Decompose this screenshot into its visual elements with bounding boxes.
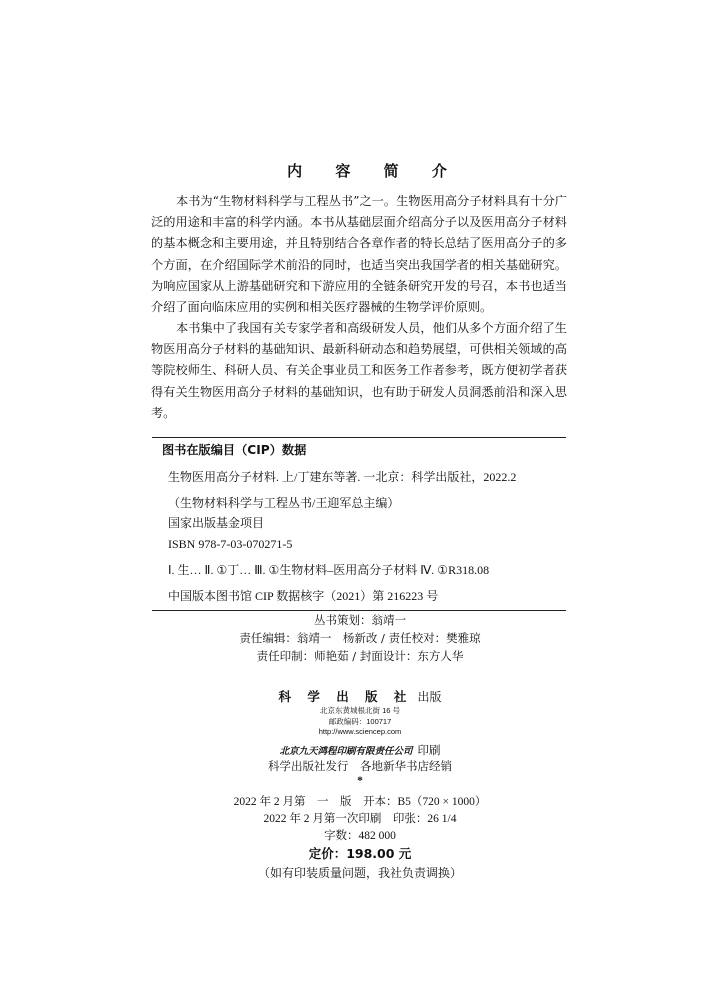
edition-info: 2022 年 2 月第 一 版 开本：B5（720 × 1000）	[233, 796, 487, 808]
price: 定价：198.00 元	[308, 846, 412, 861]
cip-line-2: （生物材料科学与工程丛书/王迎军总主编）	[168, 496, 400, 510]
page-title: 内 容 简 介	[287, 162, 461, 180]
publisher-suffix: 出版	[417, 690, 442, 704]
quality-notice: （如有印装质量问题，我社负责调换）	[257, 866, 462, 880]
publisher-url: http://www.sciencep.com	[318, 727, 402, 736]
cip-line-6: 中国版本图书馆 CIP 数据核字（2021）第 216223 号	[168, 589, 439, 603]
summary-text-1: 本书为“生物材料科学与工程丛书”之一。生物医用高分子材料具有十分广泛的用途和丰富的科学内涵。本书从基础层面介绍高分子以及医用高分子材料的基本概念和主要用途，并且特别结合各章作者的特长总结了医用高分子的多个方面，在介绍国际学术前沿的同时，也适当突出我国学者的相关基础研究。为响应国家从上游基础研究和下游应用的全链条研究开发的号召，本书也适当介绍了面向临床应用的实例和相关医疗器械的生物学评价原则。	[151, 194, 567, 315]
production-credits: 责任印制：师艳茹 / 封面设计：东方人华	[256, 649, 464, 663]
cip-heading: 图书在版编目（CIP）数据	[162, 443, 307, 457]
cip-line-1: 生物医用高分子材料. 上/丁建东等著. 一北京：科学出版社，2022.2	[168, 470, 517, 484]
publisher-line	[0, 686, 720, 705]
printing-info: 2022 年 2 月第一次印刷 印张：26 1/4	[263, 813, 457, 825]
publisher-address: 北京东黄城根北街 16 号	[319, 706, 400, 715]
cip-line-5: Ⅰ. 生… Ⅱ. ①丁… Ⅲ. ①生物材料–医用高分子材料 Ⅳ. ①R318.08	[168, 563, 490, 577]
series-planner: 丛书策划：翁靖一	[314, 613, 406, 627]
responsible-editors: 责任编辑：翁靖一 杨新改 / 责任校对：樊雅琼	[239, 631, 481, 645]
cip-line-3: 国家出版基金项目	[168, 516, 265, 530]
cip-line-4: ISBN 978-7-03-070271-5	[168, 537, 293, 551]
printer-line	[0, 739, 720, 758]
summary-paragraph-1	[151, 191, 567, 318]
distribution-line: 科学出版社发行 各地新华书店经销	[268, 761, 452, 773]
printer-name: 北京九天鸿程印刷有限责任公司	[279, 746, 413, 757]
summary-paragraph-2	[151, 318, 567, 424]
printer-suffix: 印刷	[417, 743, 441, 757]
publisher-postcode: 邮政编码：100717	[328, 717, 392, 726]
publisher-name: 科 学 出 版 社	[278, 689, 413, 704]
separator-asterisk: *	[357, 775, 363, 787]
word-count: 字数：482 000	[324, 830, 396, 842]
summary-text-2: 本书集中了我国有关专家学者和高级研发人员，他们从多个方面介绍了生物医用高分子材料的基础知识、最新科研动态和趋势展望，可供相关领域的高等院校师生、科研人员、有关企事业员工和医务工作者参考，既方便初学者获得有关生物医用高分子材料的基础知识，也有助于研发人员洞悉前沿和深入思考。	[151, 321, 567, 420]
